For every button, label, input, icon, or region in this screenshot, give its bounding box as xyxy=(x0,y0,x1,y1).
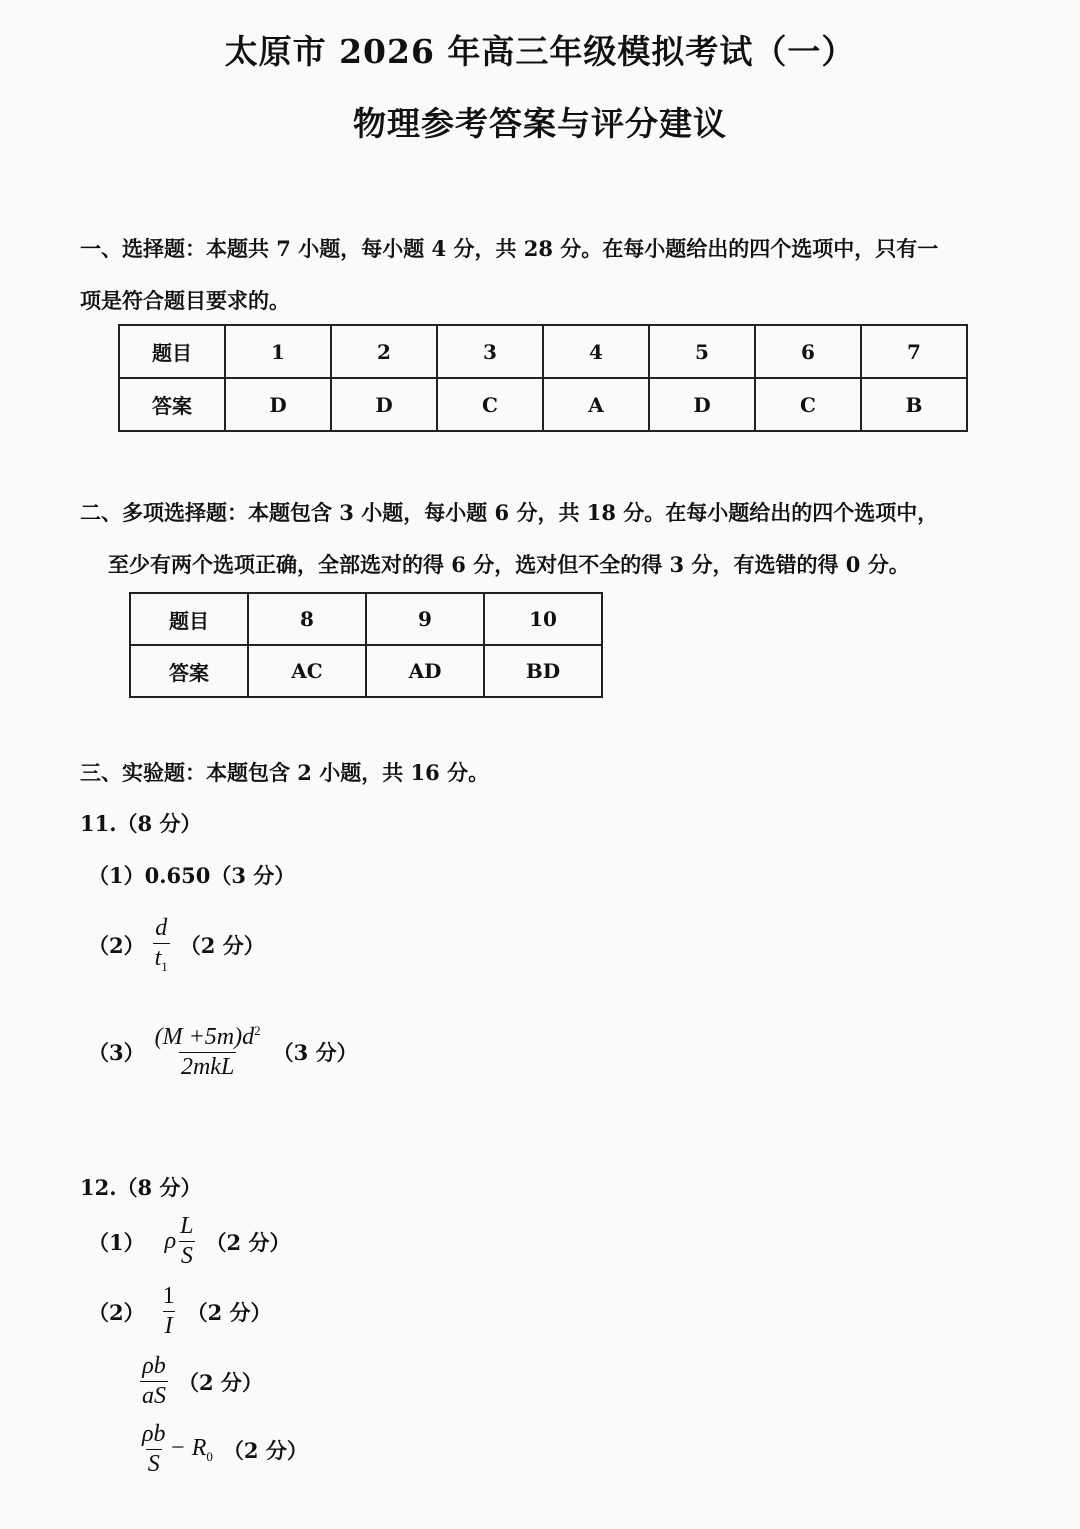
answer-cell: D xyxy=(225,378,331,431)
fraction xyxy=(161,1284,177,1339)
exam-subtitle: 物理参考答案与评分建议 xyxy=(353,104,727,143)
section2-instruction-line1: 二、多项选择题：本题包含 3 小题，每小题 6 分，共 18 分。在每小题给出的四个选项中， xyxy=(80,500,939,525)
section2-instruction-line2: 至少有两个选项正确，全部选对的得 6 分，选对但不全的得 3 分，有选错的得 0 分。 xyxy=(108,552,910,577)
part-answer: 0.650（3 分） xyxy=(144,863,296,888)
section1-instruction-line1: 一、选择题：本题共 7 小题，每小题 4 分，共 28 分。在每小题给出的四个选项中，只有一 xyxy=(80,236,939,261)
numerator: ρb xyxy=(142,1421,166,1447)
answer-cell: BD xyxy=(484,645,602,697)
answer-cell: C xyxy=(437,378,543,431)
numerator: L xyxy=(180,1213,194,1239)
question-number: 3 xyxy=(437,325,543,378)
q11-part1 xyxy=(88,860,295,890)
q12-part1 xyxy=(88,1214,290,1269)
question-number: 4 xyxy=(543,325,649,378)
denominator: aS xyxy=(142,1383,166,1410)
fraction xyxy=(178,1214,195,1269)
denominator: I xyxy=(164,1313,173,1340)
answer-cell: C xyxy=(755,378,861,431)
section3-heading: 三、实验题：本题包含 2 小题，共 16 分。 xyxy=(80,760,490,785)
points: （2 分） xyxy=(205,1229,291,1255)
table-row xyxy=(119,378,967,431)
row-label-answer: 答案 xyxy=(130,645,248,697)
denominator: 2mkL xyxy=(180,1054,235,1081)
question-number: 1 xyxy=(225,325,331,378)
fraction xyxy=(140,1422,168,1477)
section1-instruction-line2: 项是符合题目要求的。 xyxy=(80,288,290,313)
q12-part2 xyxy=(88,1284,272,1339)
denominator: S xyxy=(180,1243,193,1270)
fraction xyxy=(153,916,170,974)
denominator: S xyxy=(147,1451,160,1478)
row-label-question: 题目 xyxy=(119,325,225,378)
q12-part2-answer3 xyxy=(140,1422,308,1477)
fraction xyxy=(153,1024,263,1080)
question-number: 6 xyxy=(755,325,861,378)
question-number: 7 xyxy=(861,325,967,378)
table-row xyxy=(130,645,602,697)
answer-cell: B xyxy=(861,378,967,431)
question-number: 10 xyxy=(484,593,602,645)
fraction xyxy=(140,1354,168,1409)
part-label: （2） xyxy=(88,932,145,958)
numerator: 1 xyxy=(162,1283,175,1309)
q12-part2-answer2 xyxy=(140,1354,263,1409)
points: （2 分） xyxy=(222,1437,308,1463)
points: （2 分） xyxy=(178,1369,263,1395)
part-label: （3） xyxy=(88,1040,145,1066)
points: （2 分） xyxy=(186,1299,272,1325)
numerator: ρb xyxy=(142,1353,166,1379)
rho-symbol: ρ xyxy=(164,1228,177,1255)
section2-answer-table xyxy=(129,592,603,698)
points: （3 分） xyxy=(272,1040,358,1066)
answer-cell: AC xyxy=(248,645,366,697)
part-label: （2） xyxy=(88,1299,145,1325)
question-number: 8 xyxy=(248,593,366,645)
q11-heading: 11.（8 分） xyxy=(80,811,202,836)
table-row xyxy=(130,593,602,645)
numerator: d xyxy=(155,915,168,941)
part-label: （1） xyxy=(88,863,145,888)
part-label: （1） xyxy=(88,1229,145,1255)
q11-part3 xyxy=(88,1024,358,1080)
numerator: $(M +5m)d^2$ xyxy=(154,1023,261,1050)
section1-answer-table xyxy=(118,324,968,432)
answer-cell: D xyxy=(649,378,755,431)
answer-cell: AD xyxy=(366,645,484,697)
q11-part2 xyxy=(88,916,265,974)
exam-title: 太原市 2026 年高三年级模拟考试（一） xyxy=(224,32,856,71)
answer-cell: D xyxy=(331,378,437,431)
row-label-question: 题目 xyxy=(130,593,248,645)
q12-heading: 12.（8 分） xyxy=(80,1175,202,1200)
points: （2 分） xyxy=(179,932,265,958)
answer-cell: A xyxy=(543,378,649,431)
table-row xyxy=(119,325,967,378)
question-number: 5 xyxy=(649,325,755,378)
minus-r0: − $R_0$ xyxy=(169,1434,213,1464)
question-number: 2 xyxy=(331,325,437,378)
denominator: $t_1$ xyxy=(154,945,168,974)
row-label-answer: 答案 xyxy=(119,378,225,431)
question-number: 9 xyxy=(366,593,484,645)
